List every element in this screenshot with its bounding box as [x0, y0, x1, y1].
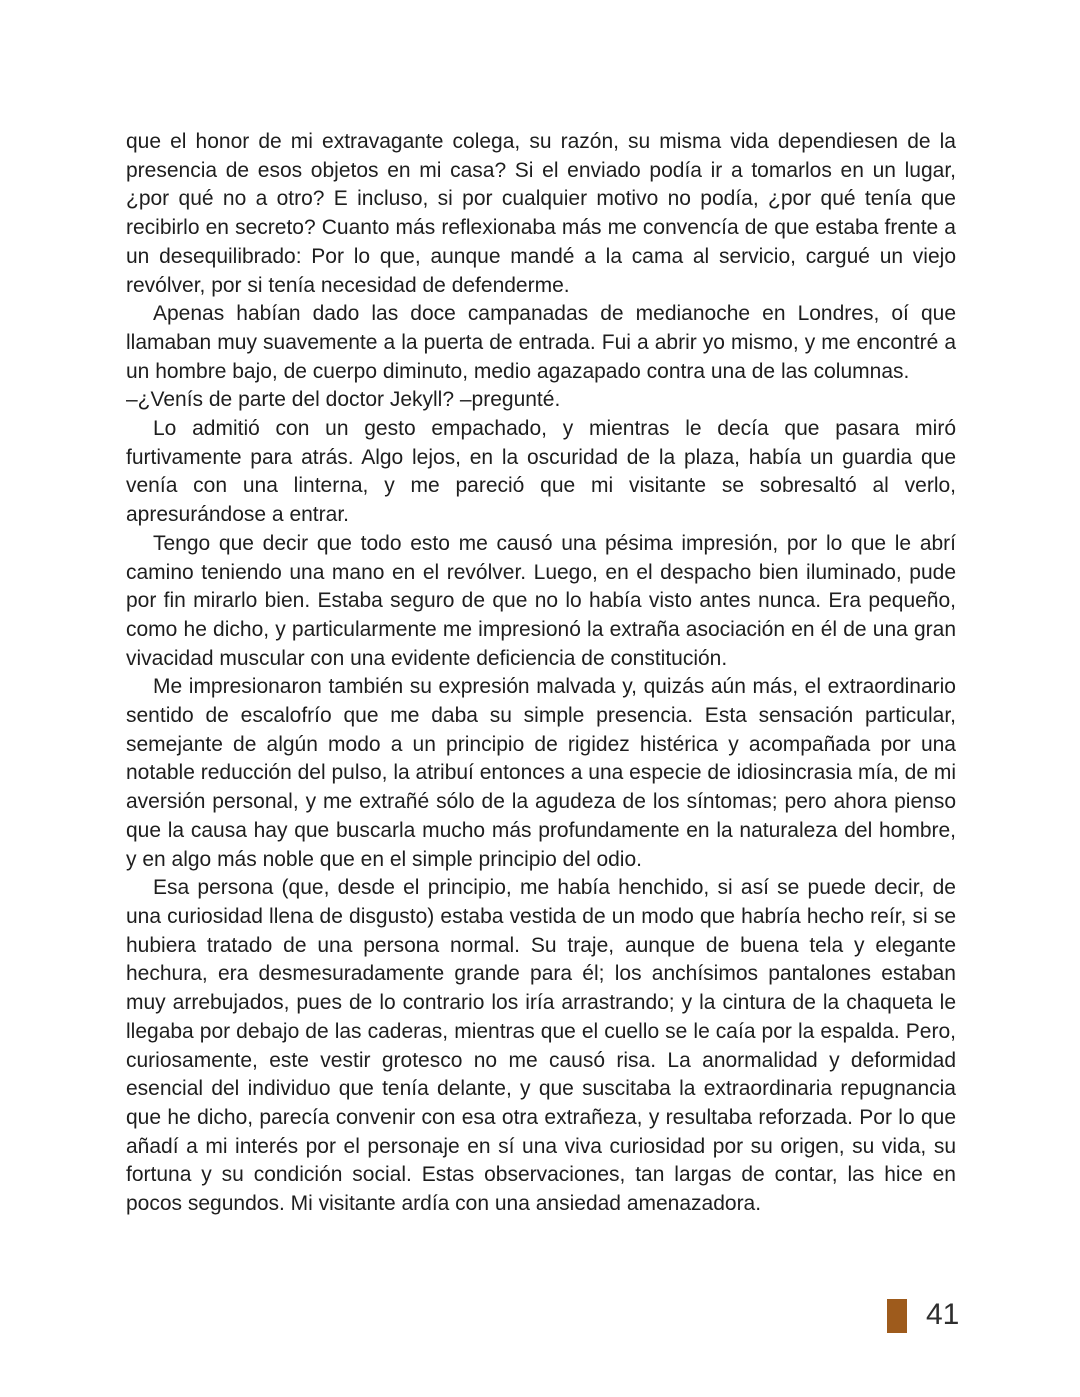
- page-accent-marker: [887, 1299, 907, 1333]
- paragraph: Tengo que decir que todo esto me causó una pésima impresión, por lo que le abrí camino teniendo una mano en el revólver. Luego, en el despacho bien iluminado, pude por fin mirarlo bien. Estaba seguro de que no lo había visto antes nunca. Era pequeño, como he dicho, y particularmente me impresionó la extraña asociación en él de una gran vivacidad muscular con una evidente deficiencia de constitución.: [126, 531, 956, 670]
- dialogue-line: –¿Venís de parte del doctor Jekyll? –pregunté.: [126, 388, 561, 412]
- page-number: 41: [926, 1298, 960, 1331]
- paragraph: Apenas habían dado las doce campanadas de medianoche en Londres, oí que llamaban muy suavemente a la puerta de entrada. Fui a abrir yo mismo, y me encontré a un hombre bajo, de cuerpo diminuto, medio agazapado contra una de las columnas.: [126, 302, 956, 383]
- paragraph: Esa persona (que, desde el principio, me había henchido, si así se puede decir, de una curiosidad llena de disgusto) estaba vestida de un modo que habría hecho reír, si se hubiera tratado de una persona normal. Su traje, aunque de buena tela y elegante hechura, era desmesuradamente grande para él; los anchísimos pantalones estaban muy arrebujados, pues de lo contrario los iría arrastrando; y la cintura de la chaqueta le llegaba por debajo de las caderas, mientras que el cuello se le caía por la espalda. Pero, curiosamente, este vestir grotesco no me causó risa. La anormalidad y deformidad esencial del individuo que tenía delante, y que suscitaba la extraordinaria repugnancia que he dicho, parecía convenir con esa otra extrañeza, y resultaba reforzada. Por lo que añadí a mi interés por el personaje en sí una viva curiosidad por su origen, su vida, su fortuna y su condición social. Estas observaciones, tan largas de contar, las hice en pocos segundos. Mi visitante ardía con una ansiedad amenazadora.: [126, 876, 956, 1216]
- paragraph: Lo admitió con un gesto empachado, y mientras le decía que pasara miró furtivamente para atrás. Algo lejos, en la oscuridad de la plaza, había un guardia que venía con una linterna, y me pareció que mi visitante se sobresaltó al verlo, apresurándose a entrar.: [126, 417, 956, 527]
- paragraph: que el honor de mi extravagante colega, su razón, su misma vida dependiesen de la presencia de esos objetos en mi casa? Si el enviado podía ir a tomarlos en un lugar, ¿por qué no a otro? E incluso, si por cualquier motivo no podía, ¿por qué tenía que recibirlo en secreto? Cuanto más reflexionaba más me convencía de que estaba frente a un desequilibrado: Por lo que, aunque mandé a la cama al servicio, cargué un viejo revólver, por si tenía necesidad de defenderme.: [126, 130, 956, 297]
- paragraph: Me impresionaron también su expresión malvada y, quizás aún más, el extraordinario sentido de escalofrío que me daba su simple presencia. Esta sensación particular, semejante de algún modo a un principio de rigidez histérica y acompañada por una notable reducción del pulso, la atribuí entonces a una especie de idiosincrasia mía, de mi aversión personal, y me extrañé sólo de la agudeza de los síntomas; pero ahora pienso que la causa hay que buscarla mucho más profundamente en la naturaleza del hombre, y en algo más noble que en el simple principio del odio.: [126, 675, 957, 871]
- body-text-block: [126, 128, 956, 1219]
